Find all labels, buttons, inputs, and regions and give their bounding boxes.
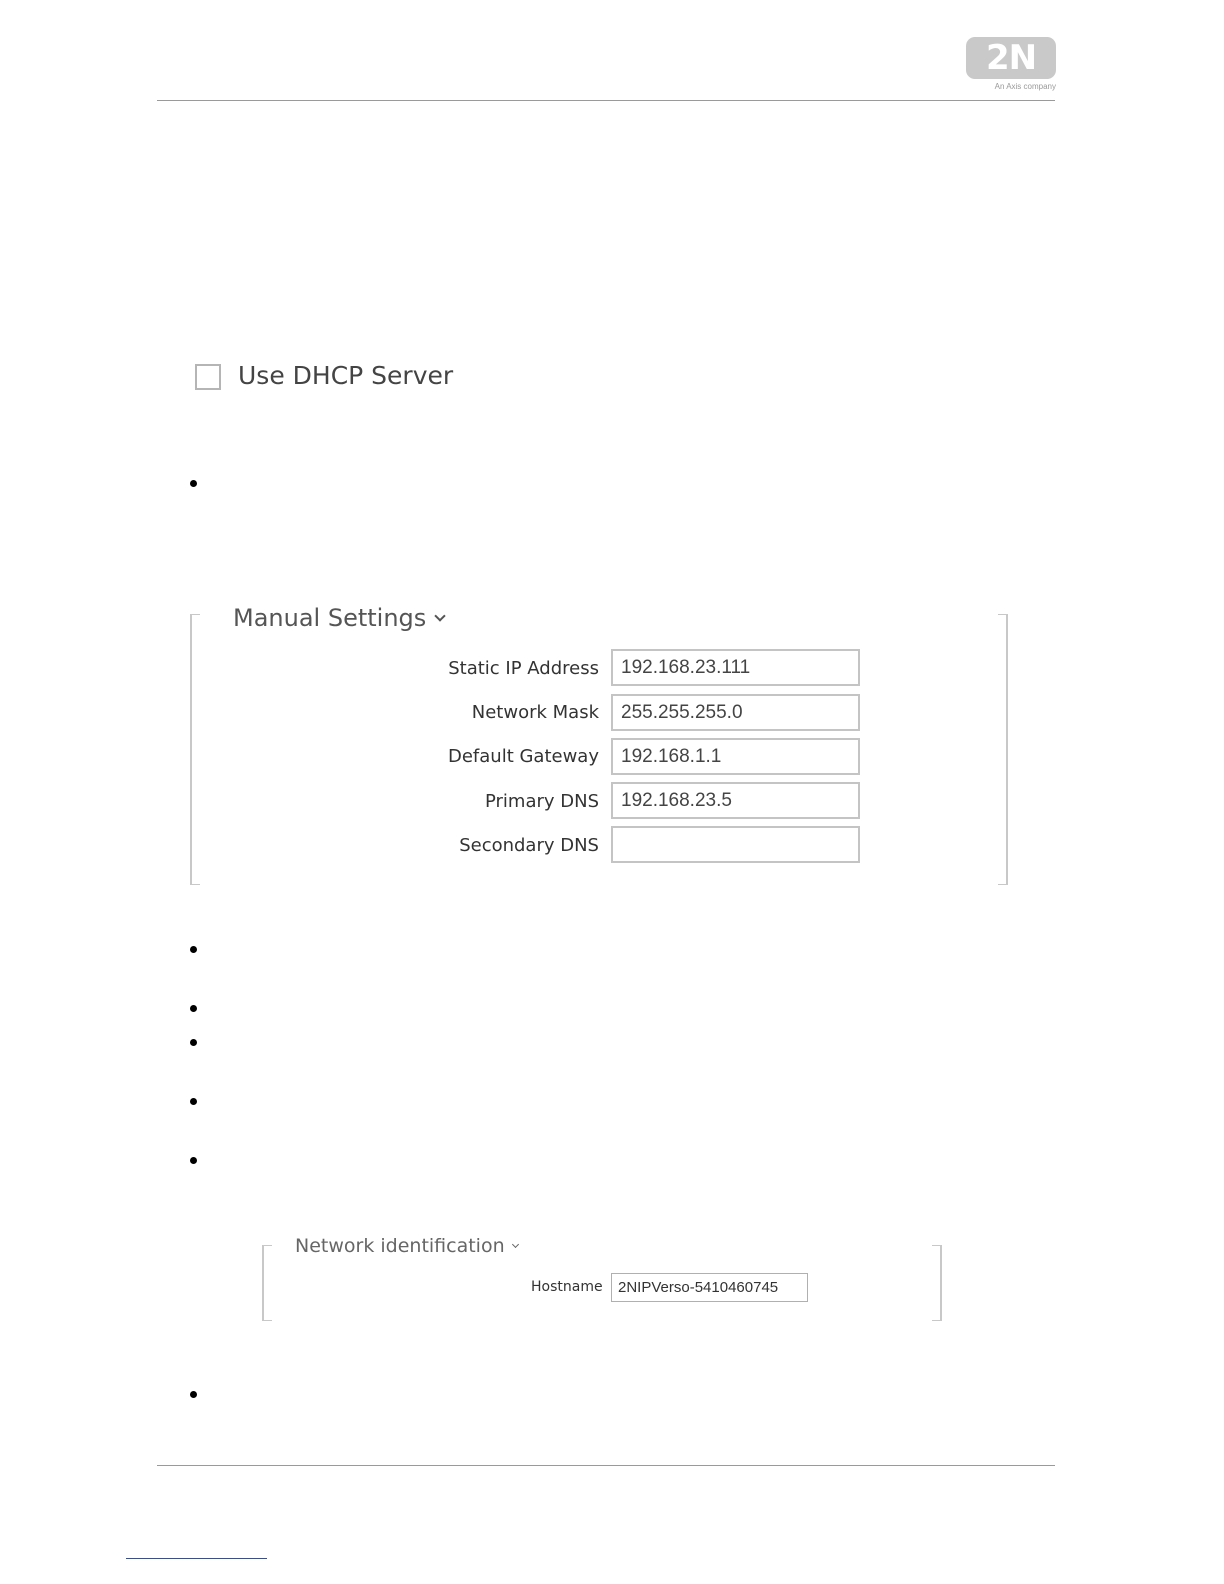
panel-bracket-right <box>998 614 1008 885</box>
chevron-down-icon <box>435 610 446 621</box>
logo-subtitle: An Axis company <box>994 82 1056 91</box>
list-bullet <box>190 1005 197 1012</box>
use-dhcp-checkbox[interactable] <box>195 364 221 390</box>
footer-divider <box>157 1465 1055 1466</box>
netid-bracket-right <box>932 1245 942 1321</box>
brand-logo <box>966 37 1056 79</box>
list-bullet <box>190 480 197 487</box>
list-bullet <box>190 1098 197 1105</box>
manual-settings-header[interactable] <box>233 604 444 632</box>
hostname-label: Hostname <box>531 1279 603 1295</box>
footer-link-underline[interactable] <box>126 1558 267 1559</box>
secondary-dns-input[interactable] <box>611 826 860 863</box>
hostname-input[interactable] <box>611 1273 808 1302</box>
secondary-dns-label: Secondary DNS <box>459 835 599 856</box>
network-mask-label: Network Mask <box>471 702 599 723</box>
primary-dns-input[interactable] <box>611 782 860 819</box>
network-mask-input[interactable] <box>611 694 860 731</box>
static-ip-input[interactable] <box>611 649 860 686</box>
default-gateway-input[interactable] <box>611 738 860 775</box>
network-identification-title: Network identification <box>295 1235 505 1257</box>
default-gateway-label: Default Gateway <box>447 746 599 767</box>
manual-settings-title: Manual Settings <box>233 604 427 632</box>
header-divider <box>157 100 1055 101</box>
netid-bracket-left <box>262 1245 272 1321</box>
list-bullet <box>190 1157 197 1164</box>
chevron-down-icon <box>512 1240 519 1247</box>
primary-dns-label: Primary DNS <box>484 791 599 812</box>
panel-bracket-left <box>190 614 200 885</box>
use-dhcp-label: Use DHCP Server <box>238 361 454 390</box>
list-bullet <box>190 1039 197 1046</box>
list-bullet <box>190 946 197 953</box>
static-ip-label: Static IP Address <box>448 658 599 679</box>
list-bullet <box>190 1391 197 1398</box>
network-identification-header[interactable] <box>295 1235 518 1257</box>
logo-text: 2N <box>985 38 1037 78</box>
